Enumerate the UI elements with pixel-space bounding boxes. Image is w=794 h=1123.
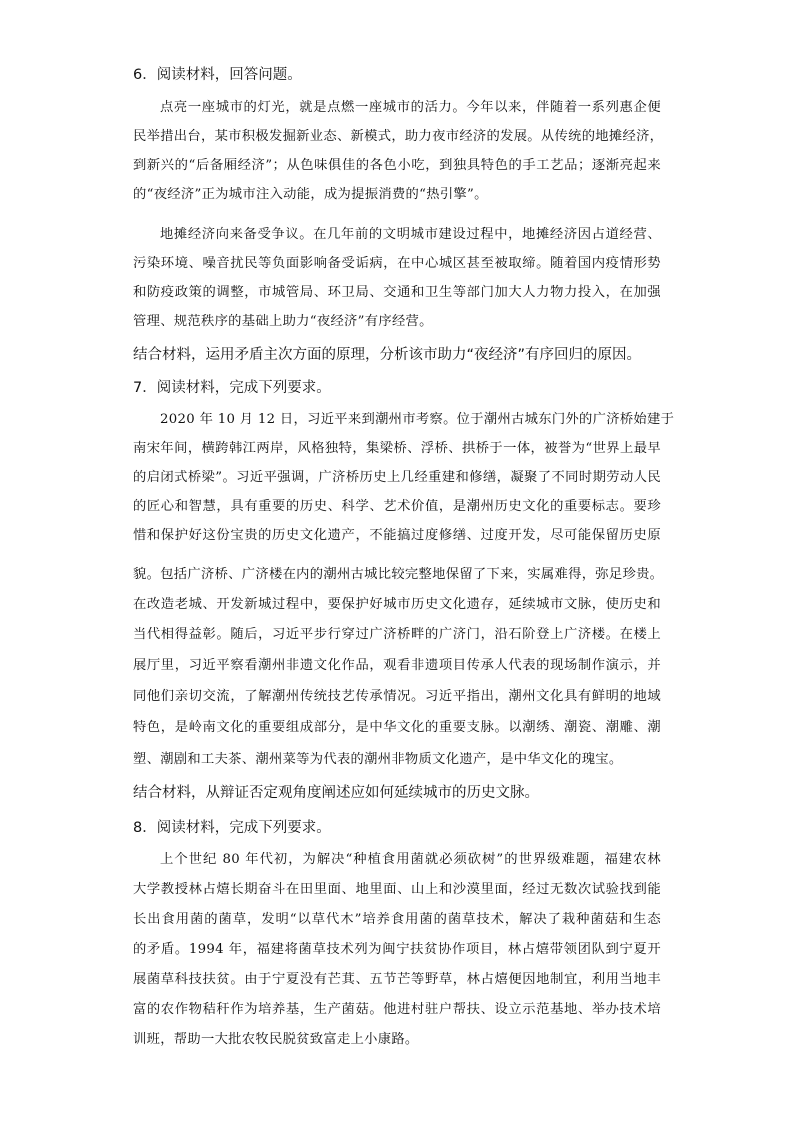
q6-material-line: 到新兴的“后备厢经济”；从色味俱佳的各色小吃，到独具特色的手工艺品；逐渐亮起来 — [133, 158, 661, 173]
q6-material-line: 地摊经济向来备受争议。在几年前的文明城市建设过程中，地摊经济因占道经营、 — [160, 227, 661, 242]
q6-material-line: 管理、规范秩序的基础上助力“夜经济”有序经营。 — [133, 314, 433, 329]
question-6-heading: 6．阅读材料，回答问题。 — [133, 67, 302, 83]
q7-material-line: 的启闭式桥梁”。习近平强调，广济桥历史上几经重建和修缮，凝聚了不同时期劳动人民 — [133, 470, 661, 485]
q7-material-line: 的匠心和智慧，具有重要的历史、科学、艺术价值，是潮州历史文化的重要标志。要珍 — [133, 499, 661, 514]
q8-material-line: 的矛盾。1994 年，福建将菌草技术列为闽宁扶贫协作项目，林占熺带领团队到宁夏开 — [133, 942, 661, 957]
q6-material-line: 和防疫政策的调整，市城管局、环卫局、交通和卫生等部门加大人力物力投入，在加强 — [133, 285, 661, 300]
q7-material-line: 南宋年间，横跨韩江两岸，风格独特，集梁桥、浮桥、拱桥于一体，被誉为“世界上最早 — [133, 441, 661, 456]
q8-material-line: 展菌草科技扶贫。由于宁夏没有芒萁、五节芒等野草，林占熺便因地制宜，利用当地丰 — [133, 972, 661, 987]
q8-material-line: 大学教授林占熺长期奋斗在田里面、地里面、山上和沙漠里面，经过无数次试验找到能 — [133, 882, 661, 897]
q6-material-line: 污染环境、噪音扰民等负面影响备受诟病，在中心城区甚至被取缔。随着国内疫情形势 — [133, 256, 661, 271]
q7-material-line: 当代相得益彰。随后，习近平步行穿过广济桥畔的广济门，沿石阶登上广济楼。在楼上 — [133, 627, 661, 642]
q7-material-line: 特色，是岭南文化的重要组成部分，是中华文化的重要支脉。以潮绣、潮瓷、潮雕、潮 — [133, 720, 661, 735]
question-7-prompt: 结合材料，从辩证否定观角度阐述应如何延续城市的历史文脉。 — [133, 785, 539, 801]
q6-material-line: 民举措出台，某市积极发掘新业态、新模式，助力夜市经济的发展。从传统的地摊经济， — [133, 129, 664, 144]
q8-material-line: 长出食用菌的菌草，发明“以草代木”培养食用菌的菌草技术，解决了栽种菌菇和生态 — [133, 912, 661, 927]
question-8-heading: 8．阅读材料，完成下列要求。 — [133, 820, 331, 836]
q8-material-line: 富的农作物秸秆作为培养基，生产菌菇。他进村驻户帮扶、设立示范基地、举办技术培 — [133, 1002, 661, 1017]
q7-material-line: 展厅里，习近平察看潮州非遗文化作品，观看非遗项目传承人代表的现场制作演示，并 — [133, 658, 661, 673]
q7-material-line: 塑、潮剧和工夫茶、潮州菜等为代表的潮州非物质文化遗产，是中华文化的瑰宝。 — [133, 752, 623, 767]
q7-material-line: 惜和保护好这份宝贵的历史文化遗产，不能搞过度修缮、过度开发，尽可能保留历史原 — [133, 528, 661, 543]
q8-material-line: 上个世纪 80 年代初，为解决“种植食用菌就必须砍树”的世界级难题，福建农林 — [160, 852, 661, 867]
q6-material-line: 的“夜经济”正为城市注入动能，成为提振消费的“热引擎”。 — [133, 187, 488, 202]
q8-material-line: 训班，帮助一大批农牧民脱贫致富走上小康路。 — [133, 1032, 419, 1047]
q7-material-line: 同他们亲切交流，了解潮州传统技艺传承情况。习近平指出，潮州文化具有鲜明的地域 — [133, 689, 661, 704]
q7-material-line: 2020 年 10 月 12 日，习近平来到潮州市考察。位于潮州古城东门外的广济桥始建于 — [160, 412, 675, 427]
q7-material-line: 貌。包括广济桥、广济楼在内的潮州古城比较完整地保留了下来，实属难得，弥足珍贵。 — [133, 567, 664, 582]
q6-material-line: 点亮一座城市的灯光，就是点燃一座城市的活力。今年以来，伴随着一系列惠企便 — [160, 100, 661, 115]
q7-material-line: 在改造老城、开发新城过程中，要保护好城市历史文化遗存，延续城市文脉，使历史和 — [133, 597, 661, 612]
question-6-prompt: 结合材料，运用矛盾主次方面的原理，分析该市助力“夜经济”有序回归的原因。 — [133, 347, 642, 363]
question-7-heading: 7．阅读材料，完成下列要求。 — [133, 380, 331, 396]
